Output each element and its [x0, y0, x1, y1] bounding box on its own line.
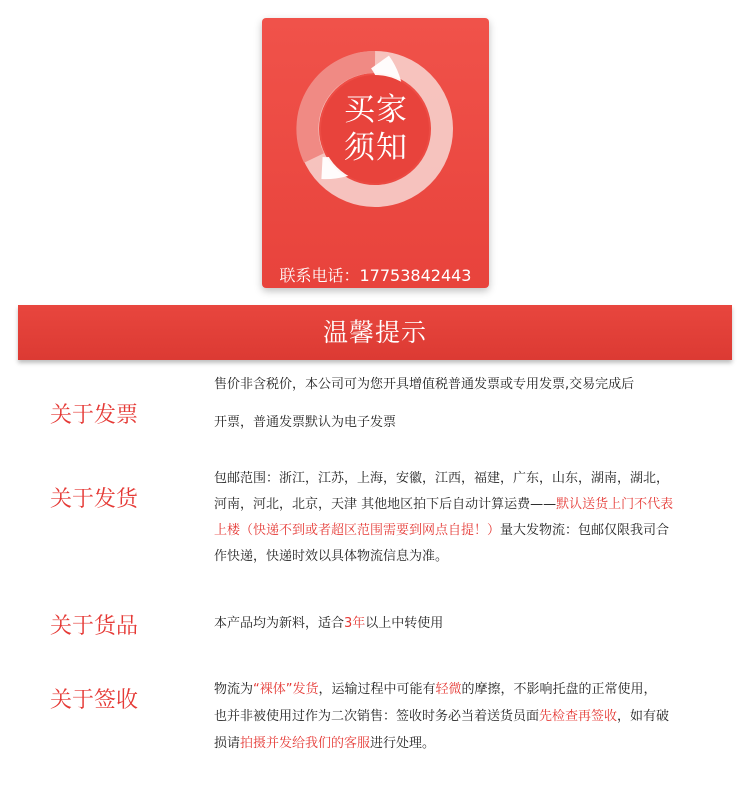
body-text: ，如有破 — [617, 709, 670, 724]
card-title — [328, 91, 424, 167]
body-text: 开票，普通发票默认为电子发票 — [214, 415, 397, 430]
body-text: 也并非被使用过作为二次销售：签收时务必当着送货员面 — [214, 709, 540, 724]
contact-phone: 联系电话：17753842443 — [279, 266, 472, 285]
text-line — [214, 680, 657, 700]
body-text: 河南，河北，北京，天津 其他地区拍下后自动计算运费—— — [214, 497, 557, 512]
text-line — [214, 413, 396, 433]
tips-banner — [18, 305, 732, 360]
highlight-text: 拍摄并发给我们的客服 — [240, 736, 371, 751]
body-text: 物流为 — [214, 682, 254, 697]
notice-card — [262, 18, 489, 288]
card-title-line2: 须知 — [344, 130, 408, 166]
highlight-text: 轻微 — [435, 682, 462, 697]
body-text: 的摩擦，不影响托盘的正常使用， — [461, 682, 657, 697]
body-text: ，运输过程中可能有 — [318, 682, 436, 697]
highlight-text: 3年 — [344, 616, 366, 631]
text-line — [214, 469, 669, 489]
text-line — [214, 375, 634, 395]
body-text: 作快递，快递时效以具体物流信息为准。 — [214, 549, 449, 564]
text-line — [214, 495, 673, 515]
heading-signing: 关于签收 — [50, 688, 139, 713]
text-line — [214, 547, 448, 567]
body-text: 售价非含税价，本公司可为您开具增值税普通发票或专用发票,交易完成后 — [214, 377, 635, 392]
text-line — [214, 707, 669, 727]
banner-title: 温馨提示 — [322, 318, 427, 347]
heading-shipping: 关于发货 — [50, 487, 139, 512]
highlight-text: “裸体”发货 — [253, 682, 319, 697]
body-text: 本产品均为新料，适合 — [214, 616, 345, 631]
body-text: 包邮范围：浙江，江苏，上海，安徽，江西，福建，广东，山东，湖南，湖北， — [214, 471, 670, 486]
body-text: 量大发物流：包邮仅限我司合 — [500, 523, 670, 538]
highlight-text: 上楼（快递不到或者超区范围需要到网点自提！） — [214, 523, 501, 538]
text-line — [214, 521, 669, 541]
body-text: 以上中转使用 — [365, 616, 444, 631]
text-line — [214, 614, 443, 634]
text-line — [214, 734, 435, 754]
body-text: 损请 — [214, 736, 241, 751]
card-title-line1: 买家 — [344, 92, 408, 128]
body-text: 进行处理。 — [370, 736, 436, 751]
highlight-text: 默认送货上门不代表 — [556, 497, 674, 512]
heading-invoice: 关于发票 — [50, 403, 139, 428]
highlight-text: 先检查再签收 — [539, 709, 618, 724]
heading-goods: 关于货品 — [50, 614, 139, 639]
